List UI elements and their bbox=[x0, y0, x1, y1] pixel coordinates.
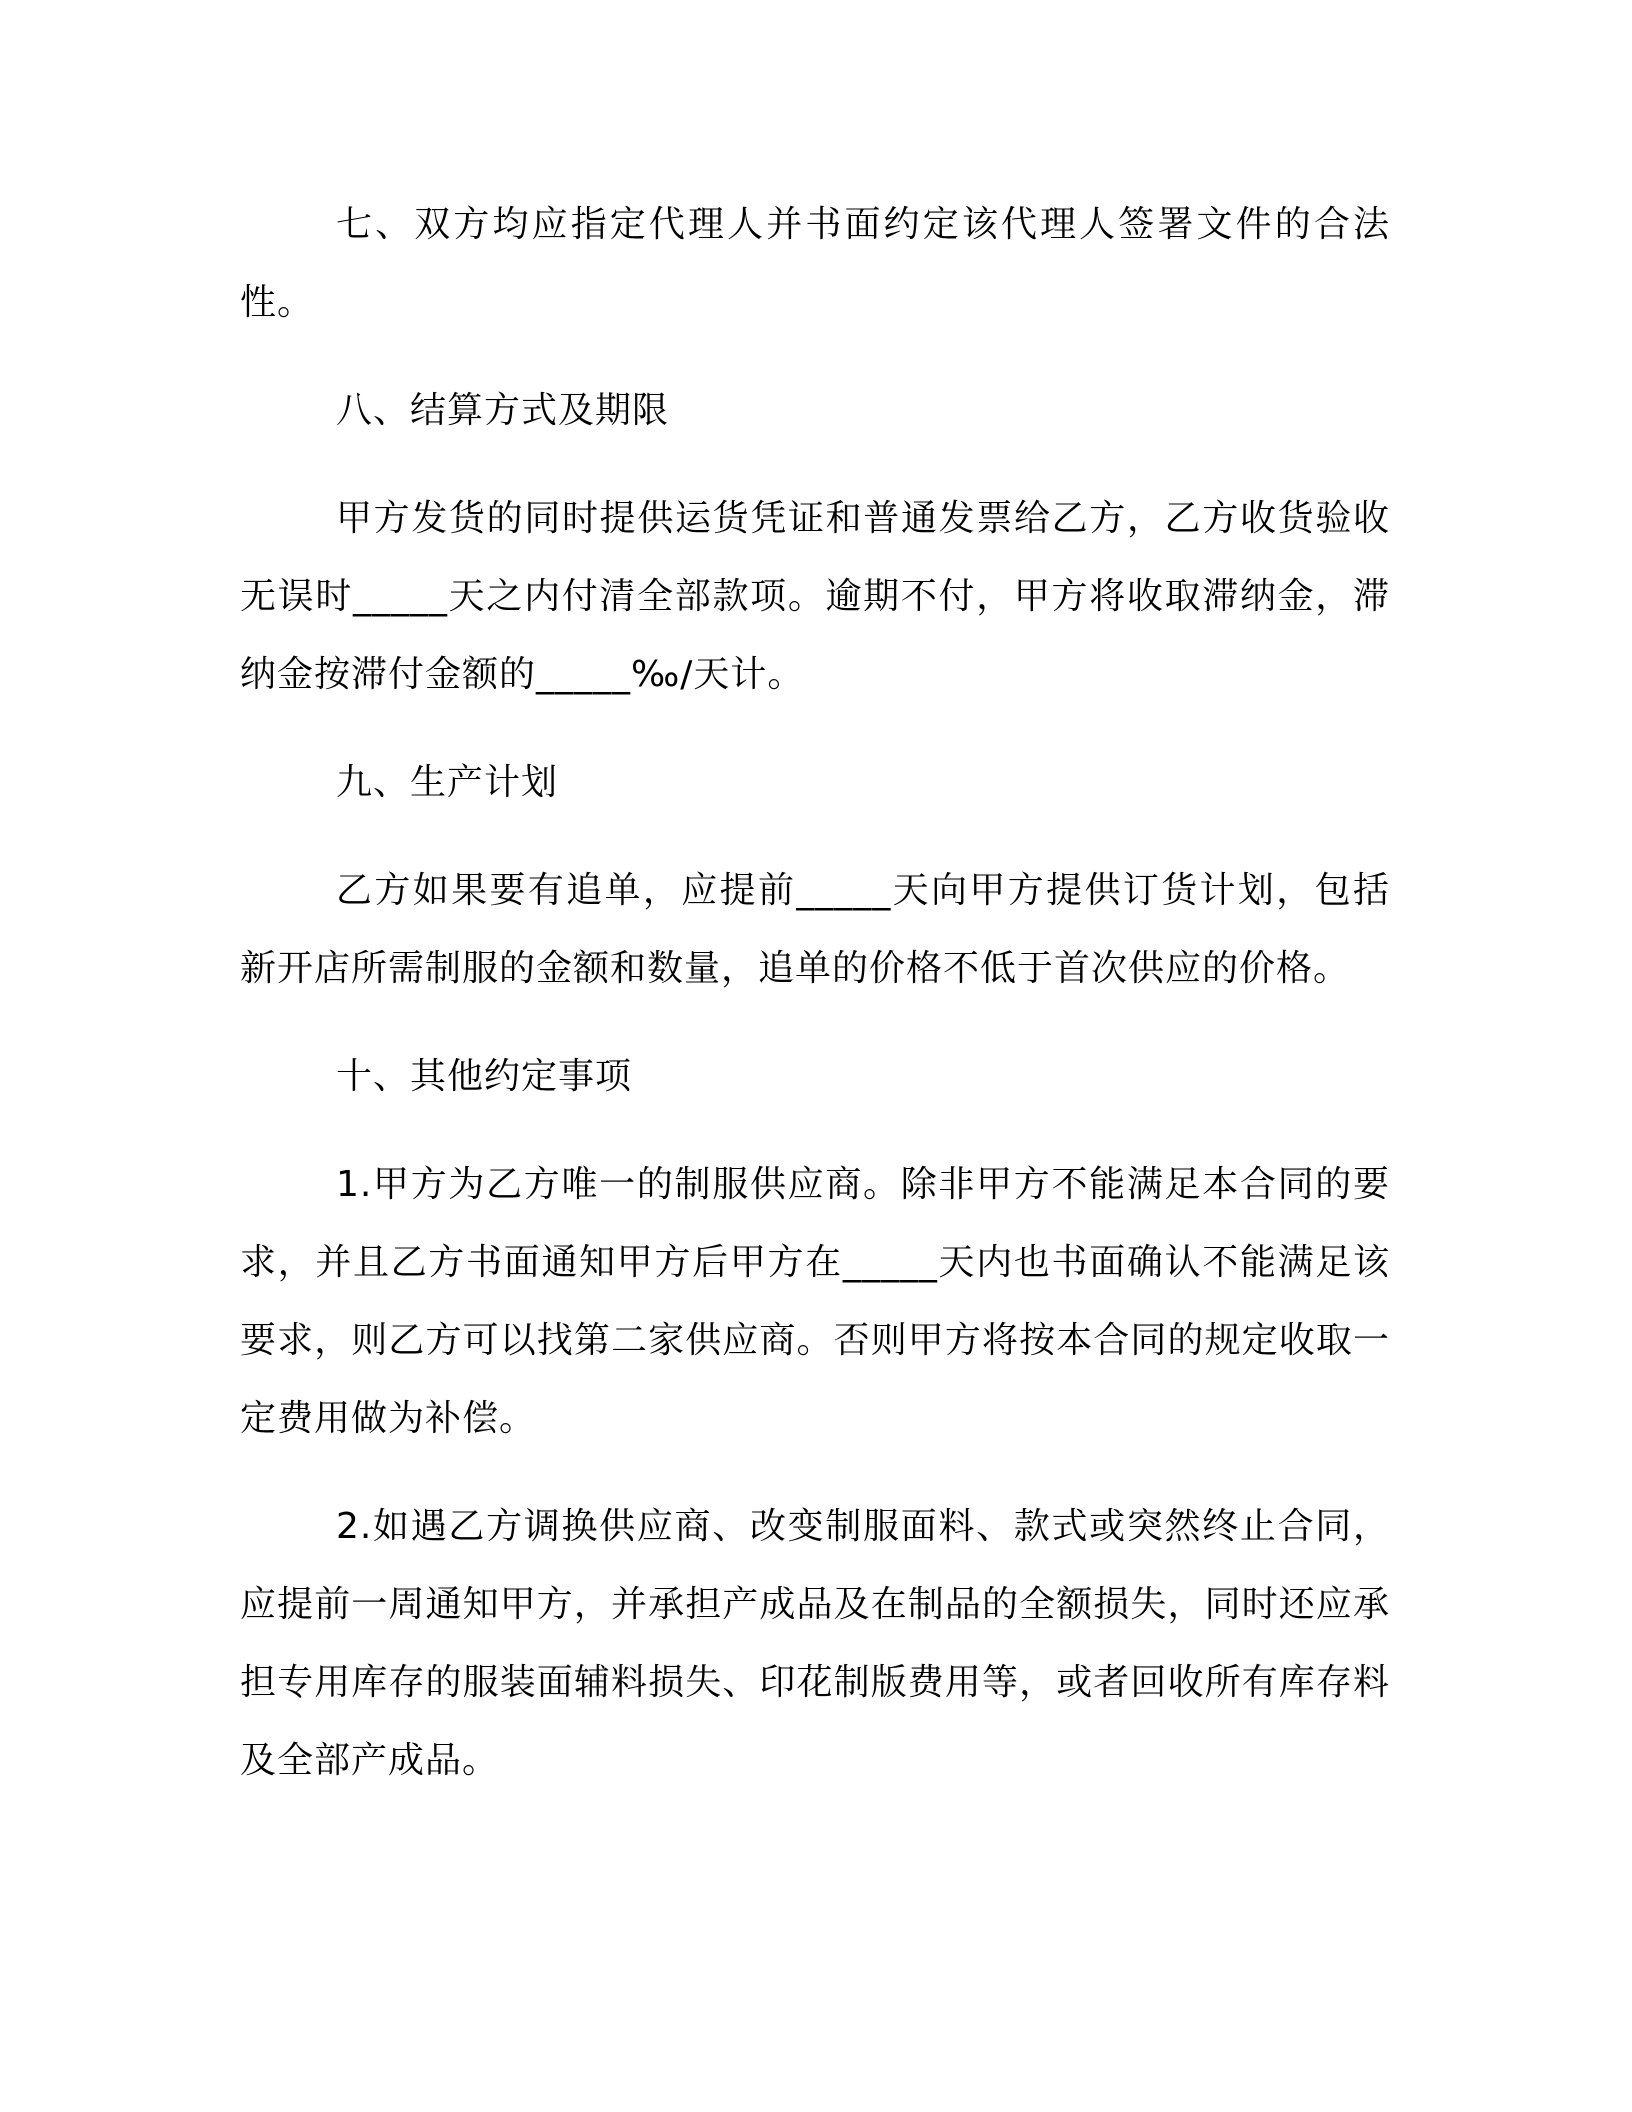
document-body bbox=[240, 186, 1390, 1800]
production-plan-paragraph: 乙方如果要有追单，应提前_____天向甲方提供订货计划，包括新开店所需制服的金额和数量，追单的价格不低于首次供应的价格。 bbox=[240, 870, 1390, 989]
section-8-heading: 八、结算方式及期限 bbox=[336, 390, 670, 431]
settlement-paragraph: 甲方发货的同时提供运货凭证和普通发票给乙方，乙方收货验收无误时_____天之内付清全部款项。逾期不付，甲方将收取滞纳金，滞纳金按滞付金额的_____‰/天计。 bbox=[240, 498, 1390, 695]
section-10-heading: 十、其他约定事项 bbox=[336, 1056, 633, 1097]
other-terms-item-1: 1.甲方为乙方唯一的制服供应商。除非甲方不能满足本合同的要求，并且乙方书面通知甲方后甲方在_____天内也书面确认不能满足该要求，则乙方可以找第二家供应商。否则甲方将按本合同的规定收取一定费用做为补偿。 bbox=[240, 1164, 1390, 1439]
other-terms-item-2: 2.如遇乙方调换供应商、改变制服面料、款式或突然终止合同，应提前一周通知甲方，并承担产成品及在制品的全额损失，同时还应承担专用库存的服装面辅料损失、印花制版费用等，或者回收所有库存料及全部产成品。 bbox=[240, 1506, 1390, 1781]
section-9-heading: 九、生产计划 bbox=[336, 762, 559, 803]
clause-7-paragraph: 七、双方均应指定代理人并书面约定该代理人签署文件的合法性。 bbox=[240, 204, 1390, 323]
